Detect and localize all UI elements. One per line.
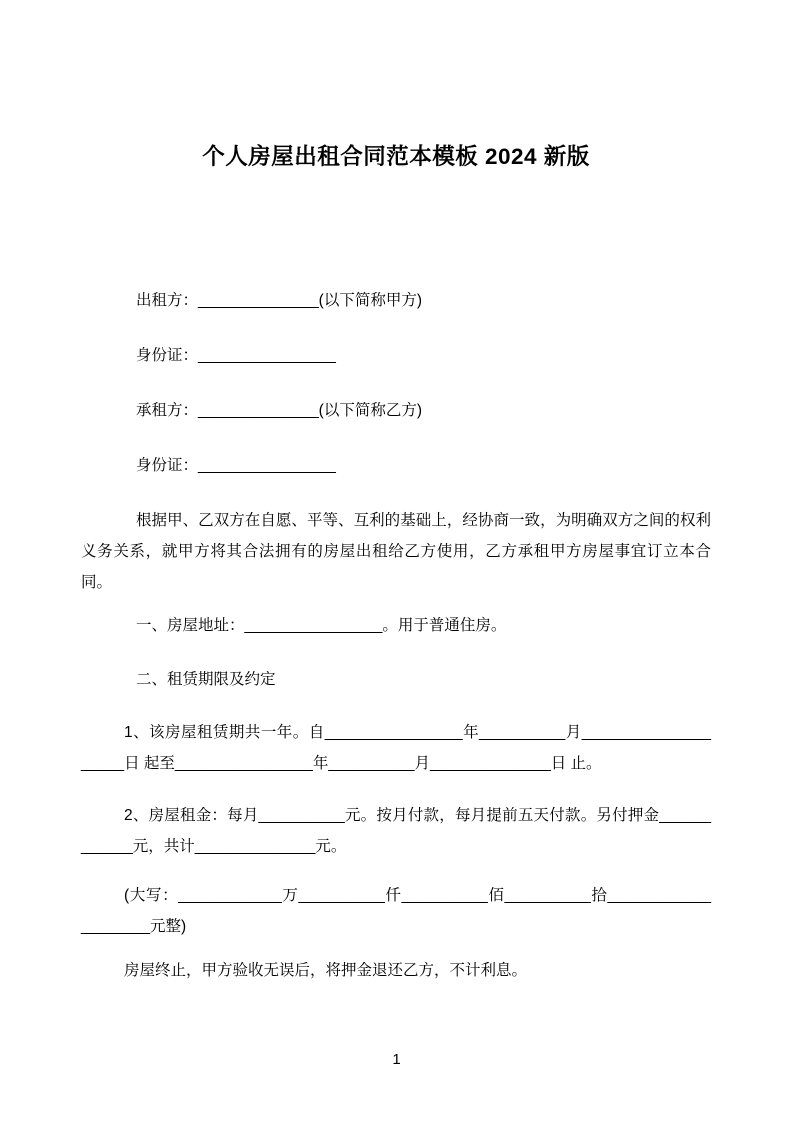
clause-2-item-1-lease-period: 1、该房屋租赁期共一年。自________________年__________月____________________日 起至________________年__________月______________日 止。: [81, 724, 711, 772]
page-number: 1: [392, 1051, 401, 1068]
lessee-field-line: 承租方：______________(以下简称乙方): [136, 402, 423, 419]
intro-paragraph: 根据甲、乙双方在自愿、平等、互利的基础上，经协商一致，为明确双方之间的权利义务关系，就甲方将其合法拥有的房屋出租给乙方使用，乙方承租甲方房屋事宜订立本合同。: [81, 512, 711, 591]
clause-2-term-heading: 二、租赁期限及约定: [136, 671, 276, 688]
lessor-field-line: 出租方：______________(以下简称甲方): [136, 292, 423, 309]
clause-2-rent-amount-capital: (大写：____________万__________仟__________佰__________拾____________________元整): [81, 887, 711, 935]
clause-2-item-2-rent: 2、房屋租金：每月__________元。按月付款，每月提前五天付款。另付押金____________元，共计______________元。: [81, 807, 711, 855]
lessor-id-field-line: 身份证：________________: [136, 347, 336, 364]
clause-1-house-address: 一、房屋地址：________________。用于普通住房。: [136, 617, 507, 634]
clause-2-deposit-return: 房屋终止，甲方验收无误后，将押金退还乙方，不计利息。: [124, 962, 528, 979]
lessee-id-field-line: 身份证：________________: [136, 457, 336, 474]
document-title: 个人房屋出租合同范本模板 2024 新版: [202, 144, 590, 169]
